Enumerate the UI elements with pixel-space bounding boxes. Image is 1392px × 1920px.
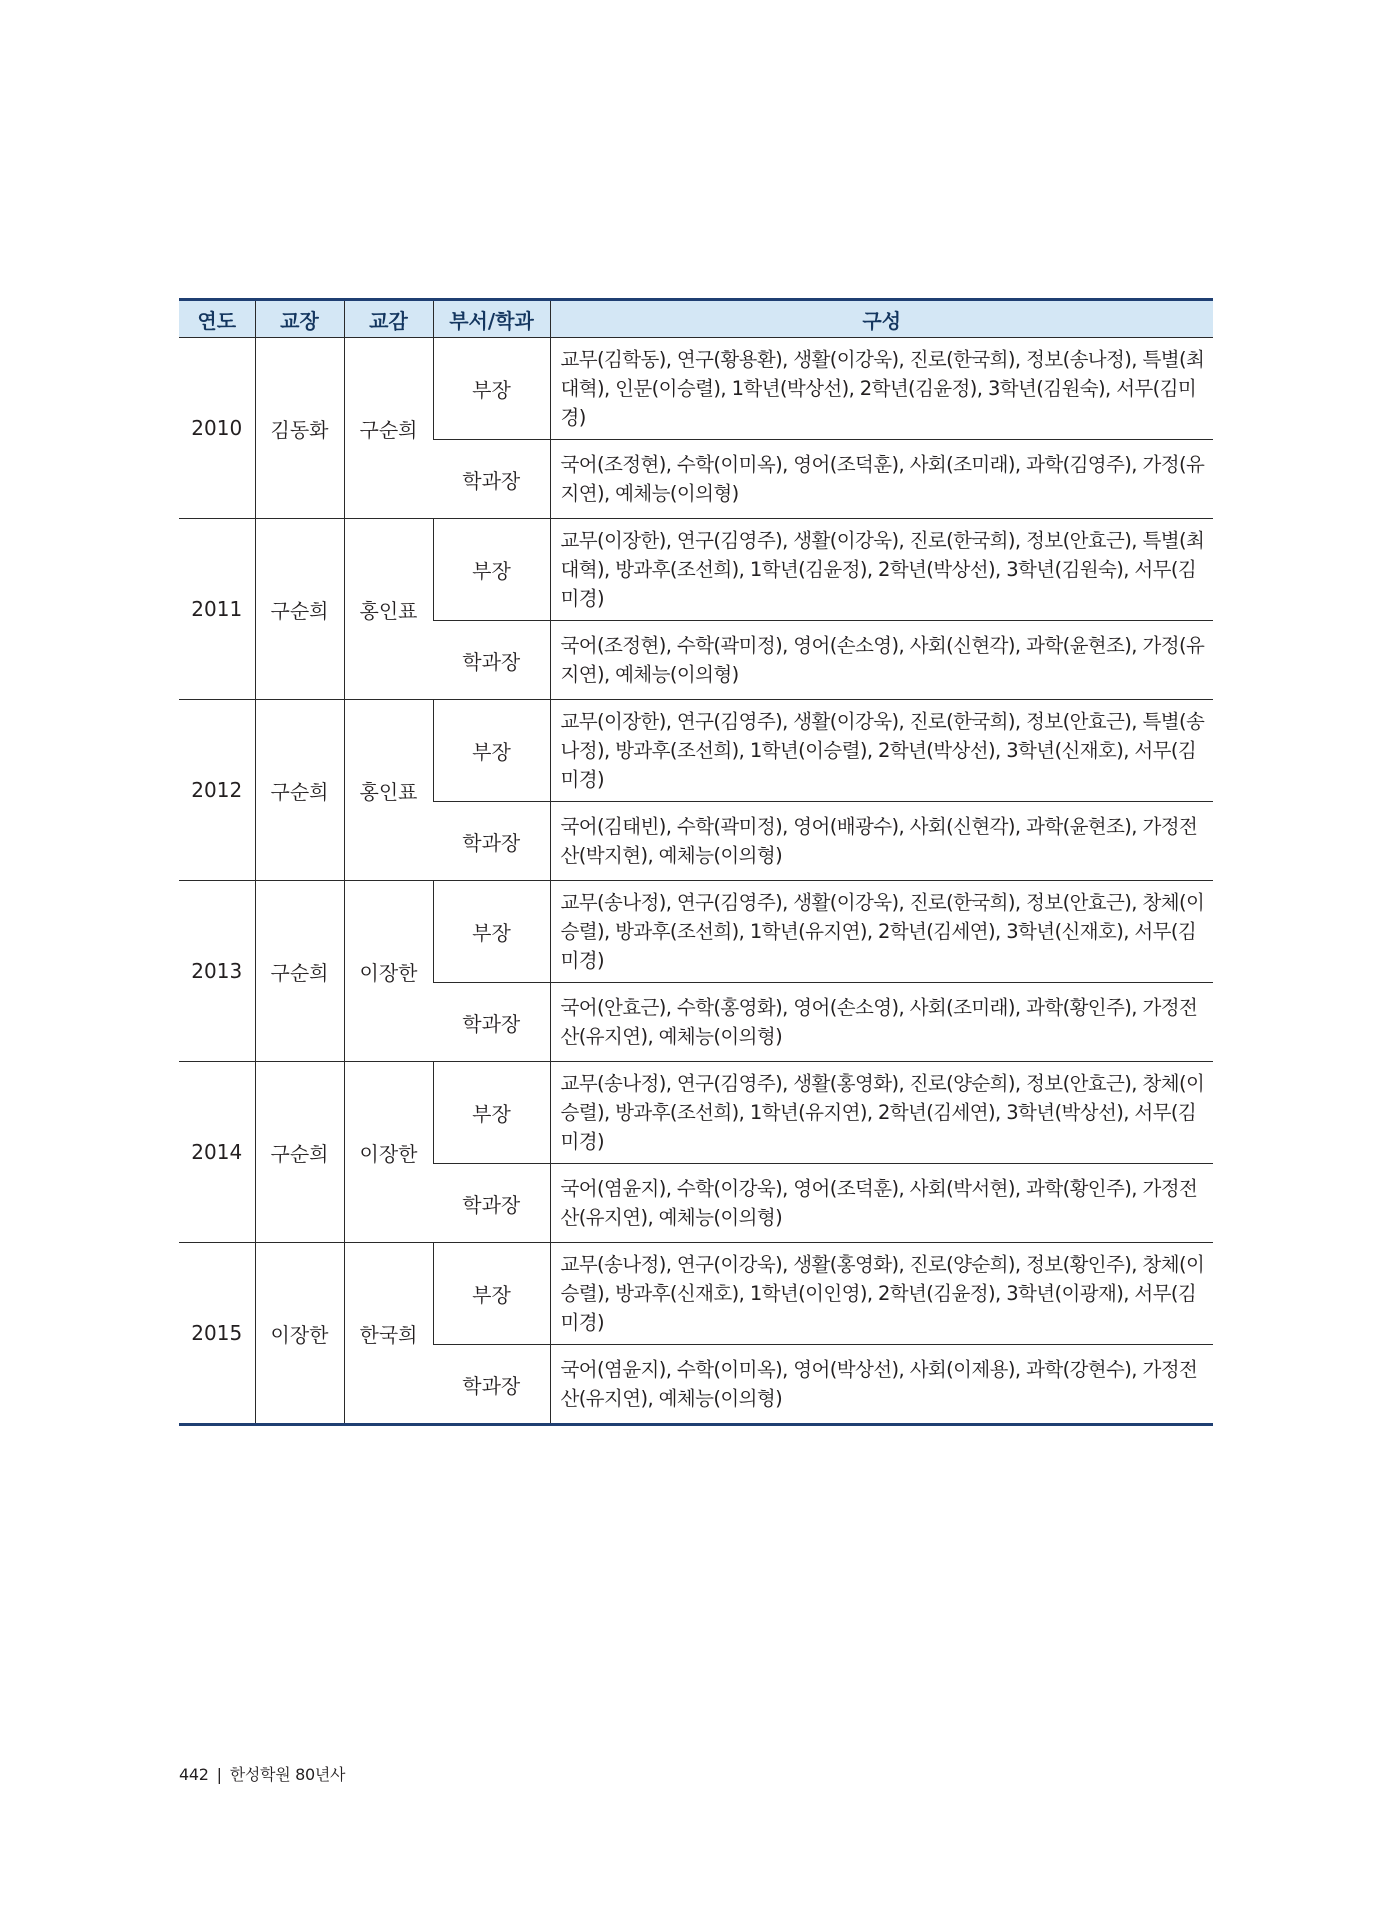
table-row — [179, 881, 1213, 983]
principal-cell: 구순희 — [255, 1062, 344, 1243]
principal-cell: 김동화 — [255, 338, 344, 519]
role-label-cell: 부장 — [433, 338, 550, 440]
composition-cell: 국어(염윤지), 수학(이강욱), 영어(조덕훈), 사회(박서현), 과학(황인주), 가정전산(유지연), 예체능(이의형) — [550, 1164, 1213, 1243]
header-department: 부서/학과 — [433, 300, 550, 338]
principal-cell: 구순희 — [255, 519, 344, 700]
header-principal: 교장 — [255, 300, 344, 338]
header-composition: 구성 — [550, 300, 1213, 338]
year-cell: 2011 — [179, 519, 255, 700]
year-cell: 2015 — [179, 1243, 255, 1425]
year-cell: 2010 — [179, 338, 255, 519]
principal-cell: 구순희 — [255, 881, 344, 1062]
role-label-cell: 학과장 — [433, 983, 550, 1062]
role-label-cell: 학과장 — [433, 802, 550, 881]
staff-organization-table — [179, 298, 1213, 1426]
role-label-cell: 부장 — [433, 1243, 550, 1345]
role-label-cell: 학과장 — [433, 621, 550, 700]
header-vice-principal: 교감 — [344, 300, 433, 338]
book-title: 한성학원 80년사 — [229, 1765, 346, 1784]
composition-cell: 교무(송나정), 연구(김영주), 생활(홍영화), 진로(양순희), 정보(안효근), 창체(이승렬), 방과후(조선희), 1학년(유지연), 2학년(김세연), 3학년(박상선), 서무(김미경) — [550, 1062, 1213, 1164]
table-row — [179, 1062, 1213, 1164]
composition-cell: 교무(이장한), 연구(김영주), 생활(이강욱), 진로(한국희), 정보(안효근), 특별(송나정), 방과후(조선희), 1학년(이승렬), 2학년(박상선), 3학년(신재호), 서무(김미경) — [550, 700, 1213, 802]
vice-principal-cell: 홍인표 — [344, 519, 433, 700]
table-header-row — [179, 300, 1213, 338]
table-row — [179, 1243, 1213, 1345]
role-label-cell: 학과장 — [433, 1164, 550, 1243]
composition-cell: 국어(염윤지), 수학(이미옥), 영어(박상선), 사회(이제용), 과학(강현수), 가정전산(유지연), 예체능(이의형) — [550, 1345, 1213, 1425]
role-label-cell: 학과장 — [433, 440, 550, 519]
header-year: 연도 — [179, 300, 255, 338]
year-cell: 2014 — [179, 1062, 255, 1243]
principal-cell: 이장한 — [255, 1243, 344, 1425]
vice-principal-cell: 이장한 — [344, 881, 433, 1062]
principal-cell: 구순희 — [255, 700, 344, 881]
table-row — [179, 700, 1213, 802]
composition-cell: 국어(조정현), 수학(곽미정), 영어(손소영), 사회(신현각), 과학(윤현조), 가정(유지연), 예체능(이의형) — [550, 621, 1213, 700]
vice-principal-cell: 홍인표 — [344, 700, 433, 881]
page-number: 442 — [179, 1765, 209, 1784]
year-cell: 2012 — [179, 700, 255, 881]
table-row — [179, 338, 1213, 440]
role-label-cell: 부장 — [433, 881, 550, 983]
footer-separator: | — [216, 1765, 222, 1784]
role-label-cell: 학과장 — [433, 1345, 550, 1425]
page-footer — [179, 1762, 345, 1785]
composition-cell: 교무(송나정), 연구(김영주), 생활(이강욱), 진로(한국희), 정보(안효근), 창체(이승렬), 방과후(조선희), 1학년(유지연), 2학년(김세연), 3학년(신재호), 서무(김미경) — [550, 881, 1213, 983]
role-label-cell: 부장 — [433, 700, 550, 802]
year-cell: 2013 — [179, 881, 255, 1062]
composition-cell: 교무(김학동), 연구(황용환), 생활(이강욱), 진로(한국희), 정보(송나정), 특별(최대혁), 인문(이승렬), 1학년(박상선), 2학년(김윤정), 3학년(김원숙), 서무(김미경) — [550, 338, 1213, 440]
role-label-cell: 부장 — [433, 1062, 550, 1164]
vice-principal-cell: 구순희 — [344, 338, 433, 519]
composition-cell: 국어(조정현), 수학(이미옥), 영어(조덕훈), 사회(조미래), 과학(김영주), 가정(유지연), 예체능(이의형) — [550, 440, 1213, 519]
composition-cell: 교무(이장한), 연구(김영주), 생활(이강욱), 진로(한국희), 정보(안효근), 특별(최대혁), 방과후(조선희), 1학년(김윤정), 2학년(박상선), 3학년(김원숙), 서무(김미경) — [550, 519, 1213, 621]
composition-cell: 국어(김태빈), 수학(곽미정), 영어(배광수), 사회(신현각), 과학(윤현조), 가정전산(박지현), 예체능(이의형) — [550, 802, 1213, 881]
composition-cell: 교무(송나정), 연구(이강욱), 생활(홍영화), 진로(양순희), 정보(황인주), 창체(이승렬), 방과후(신재호), 1학년(이인영), 2학년(김윤정), 3학년(이광재), 서무(김미경) — [550, 1243, 1213, 1345]
vice-principal-cell: 이장한 — [344, 1062, 433, 1243]
composition-cell: 국어(안효근), 수학(홍영화), 영어(손소영), 사회(조미래), 과학(황인주), 가정전산(유지연), 예체능(이의형) — [550, 983, 1213, 1062]
vice-principal-cell: 한국희 — [344, 1243, 433, 1425]
role-label-cell: 부장 — [433, 519, 550, 621]
table-row — [179, 519, 1213, 621]
